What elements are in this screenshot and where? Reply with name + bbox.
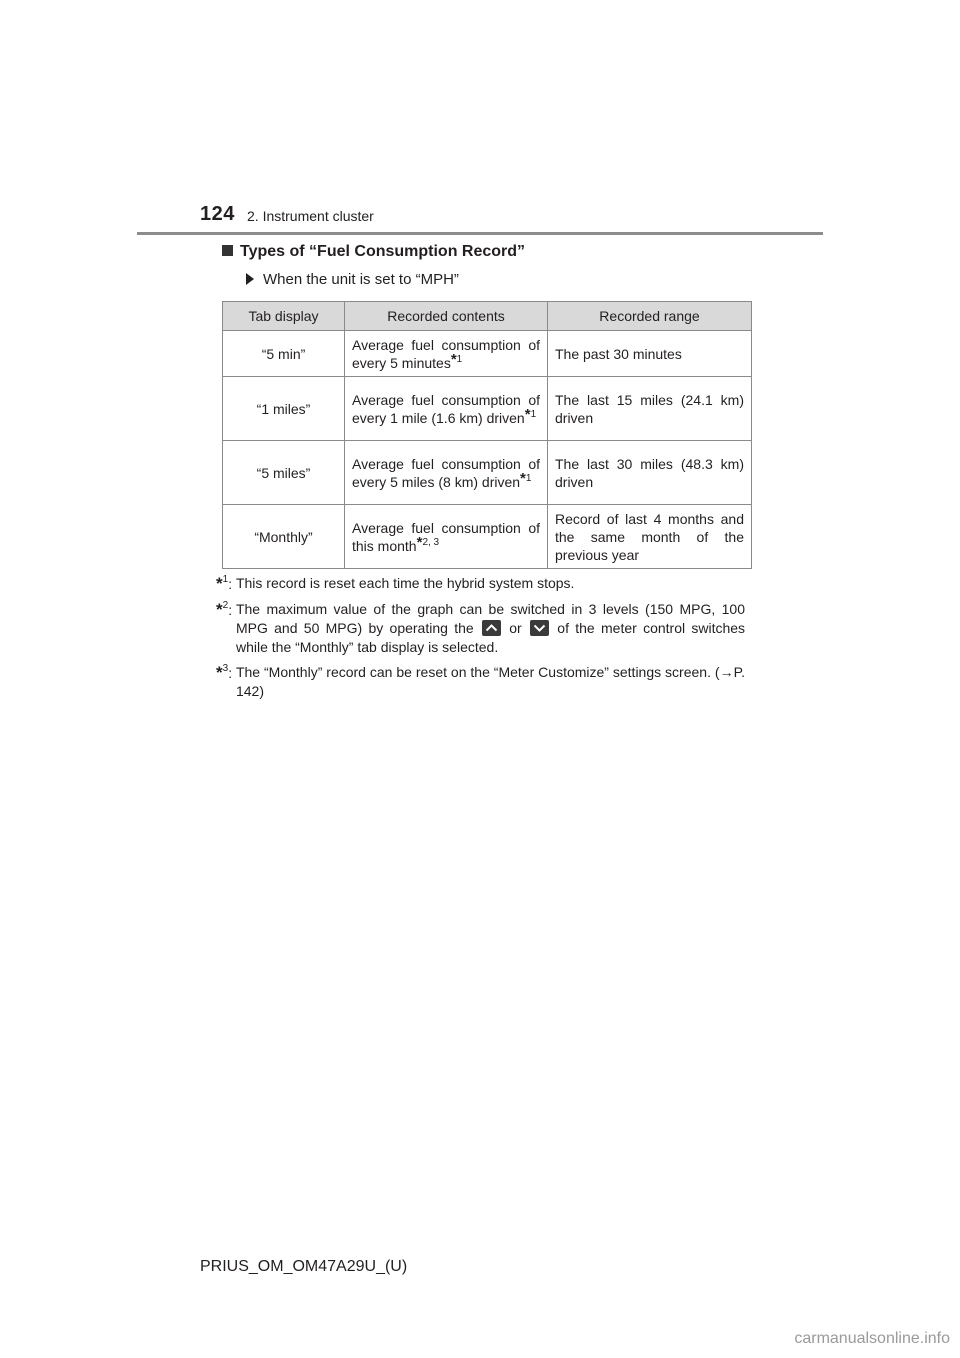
cell-range: The last 15 miles (24.1 km) driven — [548, 377, 752, 441]
chevron-up-icon — [482, 620, 501, 636]
page-number: 124 — [200, 203, 235, 225]
cell-contents: Average fuel consumption of this month$^{*2, 3}$ — [345, 505, 548, 569]
footnote — [216, 600, 745, 657]
footnotes — [216, 574, 745, 707]
watermark: carmanualsonline.info — [794, 1330, 950, 1347]
cell-range: Record of last 4 months and the same month of the previous year — [548, 505, 752, 569]
cell-contents: Average fuel consumption of every 5 miles (8 km) driven$^{*1}$ — [345, 441, 548, 505]
cell-tab: “1 miles” — [223, 377, 345, 441]
heading-text: Types of “Fuel Consumption Record” — [240, 243, 526, 260]
footnote-text: The maximum value of the graph can be switched in 3 levels (150 MPG, 100 MPG and 50 MPG) by operating the or of the meter control switches while the “Monthly” tab display is selected. — [235, 601, 746, 655]
table-row — [223, 505, 752, 569]
subheading-text: When the unit is set to “MPH” — [263, 271, 459, 288]
footnote-ref: *1 — [520, 469, 532, 487]
footnote — [216, 663, 745, 701]
table-row — [223, 331, 752, 377]
footnote-marker: *$^1$: — [216, 574, 236, 593]
page-reference-link[interactable]: P. 142 — [235, 664, 745, 699]
footnote-marker: *$^3$: — [216, 663, 236, 682]
footnote-ref: *2, 3 — [416, 533, 440, 551]
square-bullet-icon — [222, 245, 233, 256]
footnote-ref: *1 — [524, 405, 537, 423]
table-row — [223, 377, 752, 441]
triangle-bullet-icon — [246, 273, 254, 285]
cell-tab: “5 miles” — [223, 441, 345, 505]
heading — [222, 243, 525, 261]
arrow-icon: → — [719, 664, 734, 680]
footnote-text: This record is reset each time the hybrid system stops. — [235, 575, 575, 591]
cell-contents: Average fuel consumption of every 5 minutes$^{*1}$ — [345, 331, 548, 377]
cell-tab: “Monthly” — [223, 505, 345, 569]
cell-range: The past 30 minutes — [548, 331, 752, 377]
fuel-record-table — [222, 301, 752, 569]
chevron-down-icon — [530, 620, 549, 636]
subheading — [246, 271, 459, 288]
footnote-text: The “Monthly” record can be reset on the “Meter Customize” settings screen. (→P. 142) — [235, 664, 745, 699]
footnote-marker: *$^2$: — [216, 600, 236, 619]
document-code: PRIUS_OM_OM47A29U_(U) — [200, 1258, 408, 1275]
section-title: 2. Instrument cluster — [247, 208, 374, 224]
column-header-range: Recorded range — [548, 302, 752, 331]
table-row — [223, 441, 752, 505]
cell-tab: “5 min” — [223, 331, 345, 377]
cell-range: The last 30 miles (48.3 km) driven — [548, 441, 752, 505]
header-divider — [137, 232, 823, 235]
cell-contents: Average fuel consumption of every 1 mile (1.6 km) driven$^{*1}$ — [345, 377, 548, 441]
footnote-ref: *1 — [450, 350, 463, 368]
column-header-tab: Tab display — [223, 302, 345, 331]
table-header-row — [223, 302, 752, 331]
column-header-contents: Recorded contents — [345, 302, 548, 331]
footnote — [216, 574, 745, 594]
